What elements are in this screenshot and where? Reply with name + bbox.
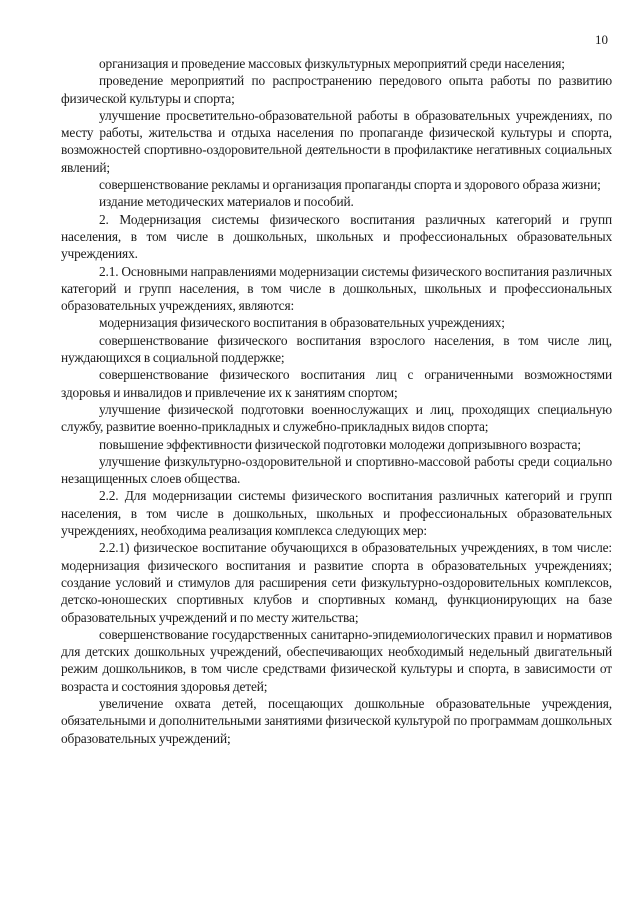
subsection-2-2: 2.2. Для модернизации системы физического воспитания различных категорий и групп населения, в том числе в дошкольных, школьных и профессиональных образовательных учреждениях, необходима реализация комплекса следующих мер: [61,488,612,539]
paragraph: совершенствование государственных санитарно-эпидемиологических правил и нормативов для детских дошкольных учреждений, обеспечивающих необходимый недельный двигательный режим дошкольников, в том числе средствами физической культуры и спорта, в зависимости от возраста и состояния здоровья детей; [61,626,612,694]
paragraph: издание методических материалов и пособий. [99,194,354,210]
paragraph: улучшение просветительно-образовательной работы в образовательных учреждениях, по месту работы, жительства и отдыха населения по пропаганде физической культуры и спорта, возможностей спортивно-оздоровительной деятельности в профилактике негативных социальных явлений; [61,107,612,175]
paragraph: повышение эффективности физической подготовки молодежи допризывного возраста; [99,436,581,452]
section-heading-2: 2. Модернизация системы физического воспитания различных категорий и групп населения, в том числе в дошкольных, школьных и профессиональных образовательных учреждениях. [61,211,612,262]
paragraph: модернизация физического воспитания в образовательных учреждениях; [99,315,505,331]
subsection-2-2-1: 2.2.1) физическое воспитание обучающихся в образовательных учреждениях, в том числе: модернизация физического воспитания и развитие спорта в образовательных учреждениях; создание условий и стимулов для расширения сети физкультурно-оздоровительных комплексов, детско-юношеских спортивных клубов и спортивных команд, функционирующих на базе образовательных учреждений и по месту жительства; [61,540,612,625]
paragraph: улучшение физической подготовки военнослужащих и лиц, проходящих специальную службу, развитие военно-прикладных и служебно-прикладных видов спорта; [61,401,612,435]
subsection-2-1: 2.1. Основными направлениями модернизации системы физического воспитания различных категорий и групп населения, в том числе в дошкольных, школьных и профессиональных образовательных учреждениях, являются: [61,263,612,314]
paragraph: совершенствование рекламы и организация пропаганды спорта и здорового образа жизни; [99,177,601,193]
paragraph: проведение мероприятий по распространению передового опыта работы по развитию физической культуры и спорта; [61,73,612,106]
paragraph: улучшение физкультурно-оздоровительной и спортивно-массовой работы среди социально незащищенных слоев общества. [61,453,612,487]
paragraph: организация и проведение массовых физкультурных мероприятий среди населения; [99,56,565,71]
paragraph: совершенствование физического воспитания лиц с ограниченными возможностями здоровья и инвалидов и привлечение их к занятиям спортом; [61,367,612,400]
paragraph: совершенствование физического воспитания взрослого населения, в том числе лиц, нуждающихся в социальной поддержке; [61,332,612,366]
document-body [61,55,612,747]
page-number: 10 [595,32,608,47]
paragraph: увеличение охвата детей, посещающих дошкольные образовательные учреждения, обязательными и дополнительными занятиями физической культурой по программам дошкольных образовательных учреждений; [61,695,612,746]
